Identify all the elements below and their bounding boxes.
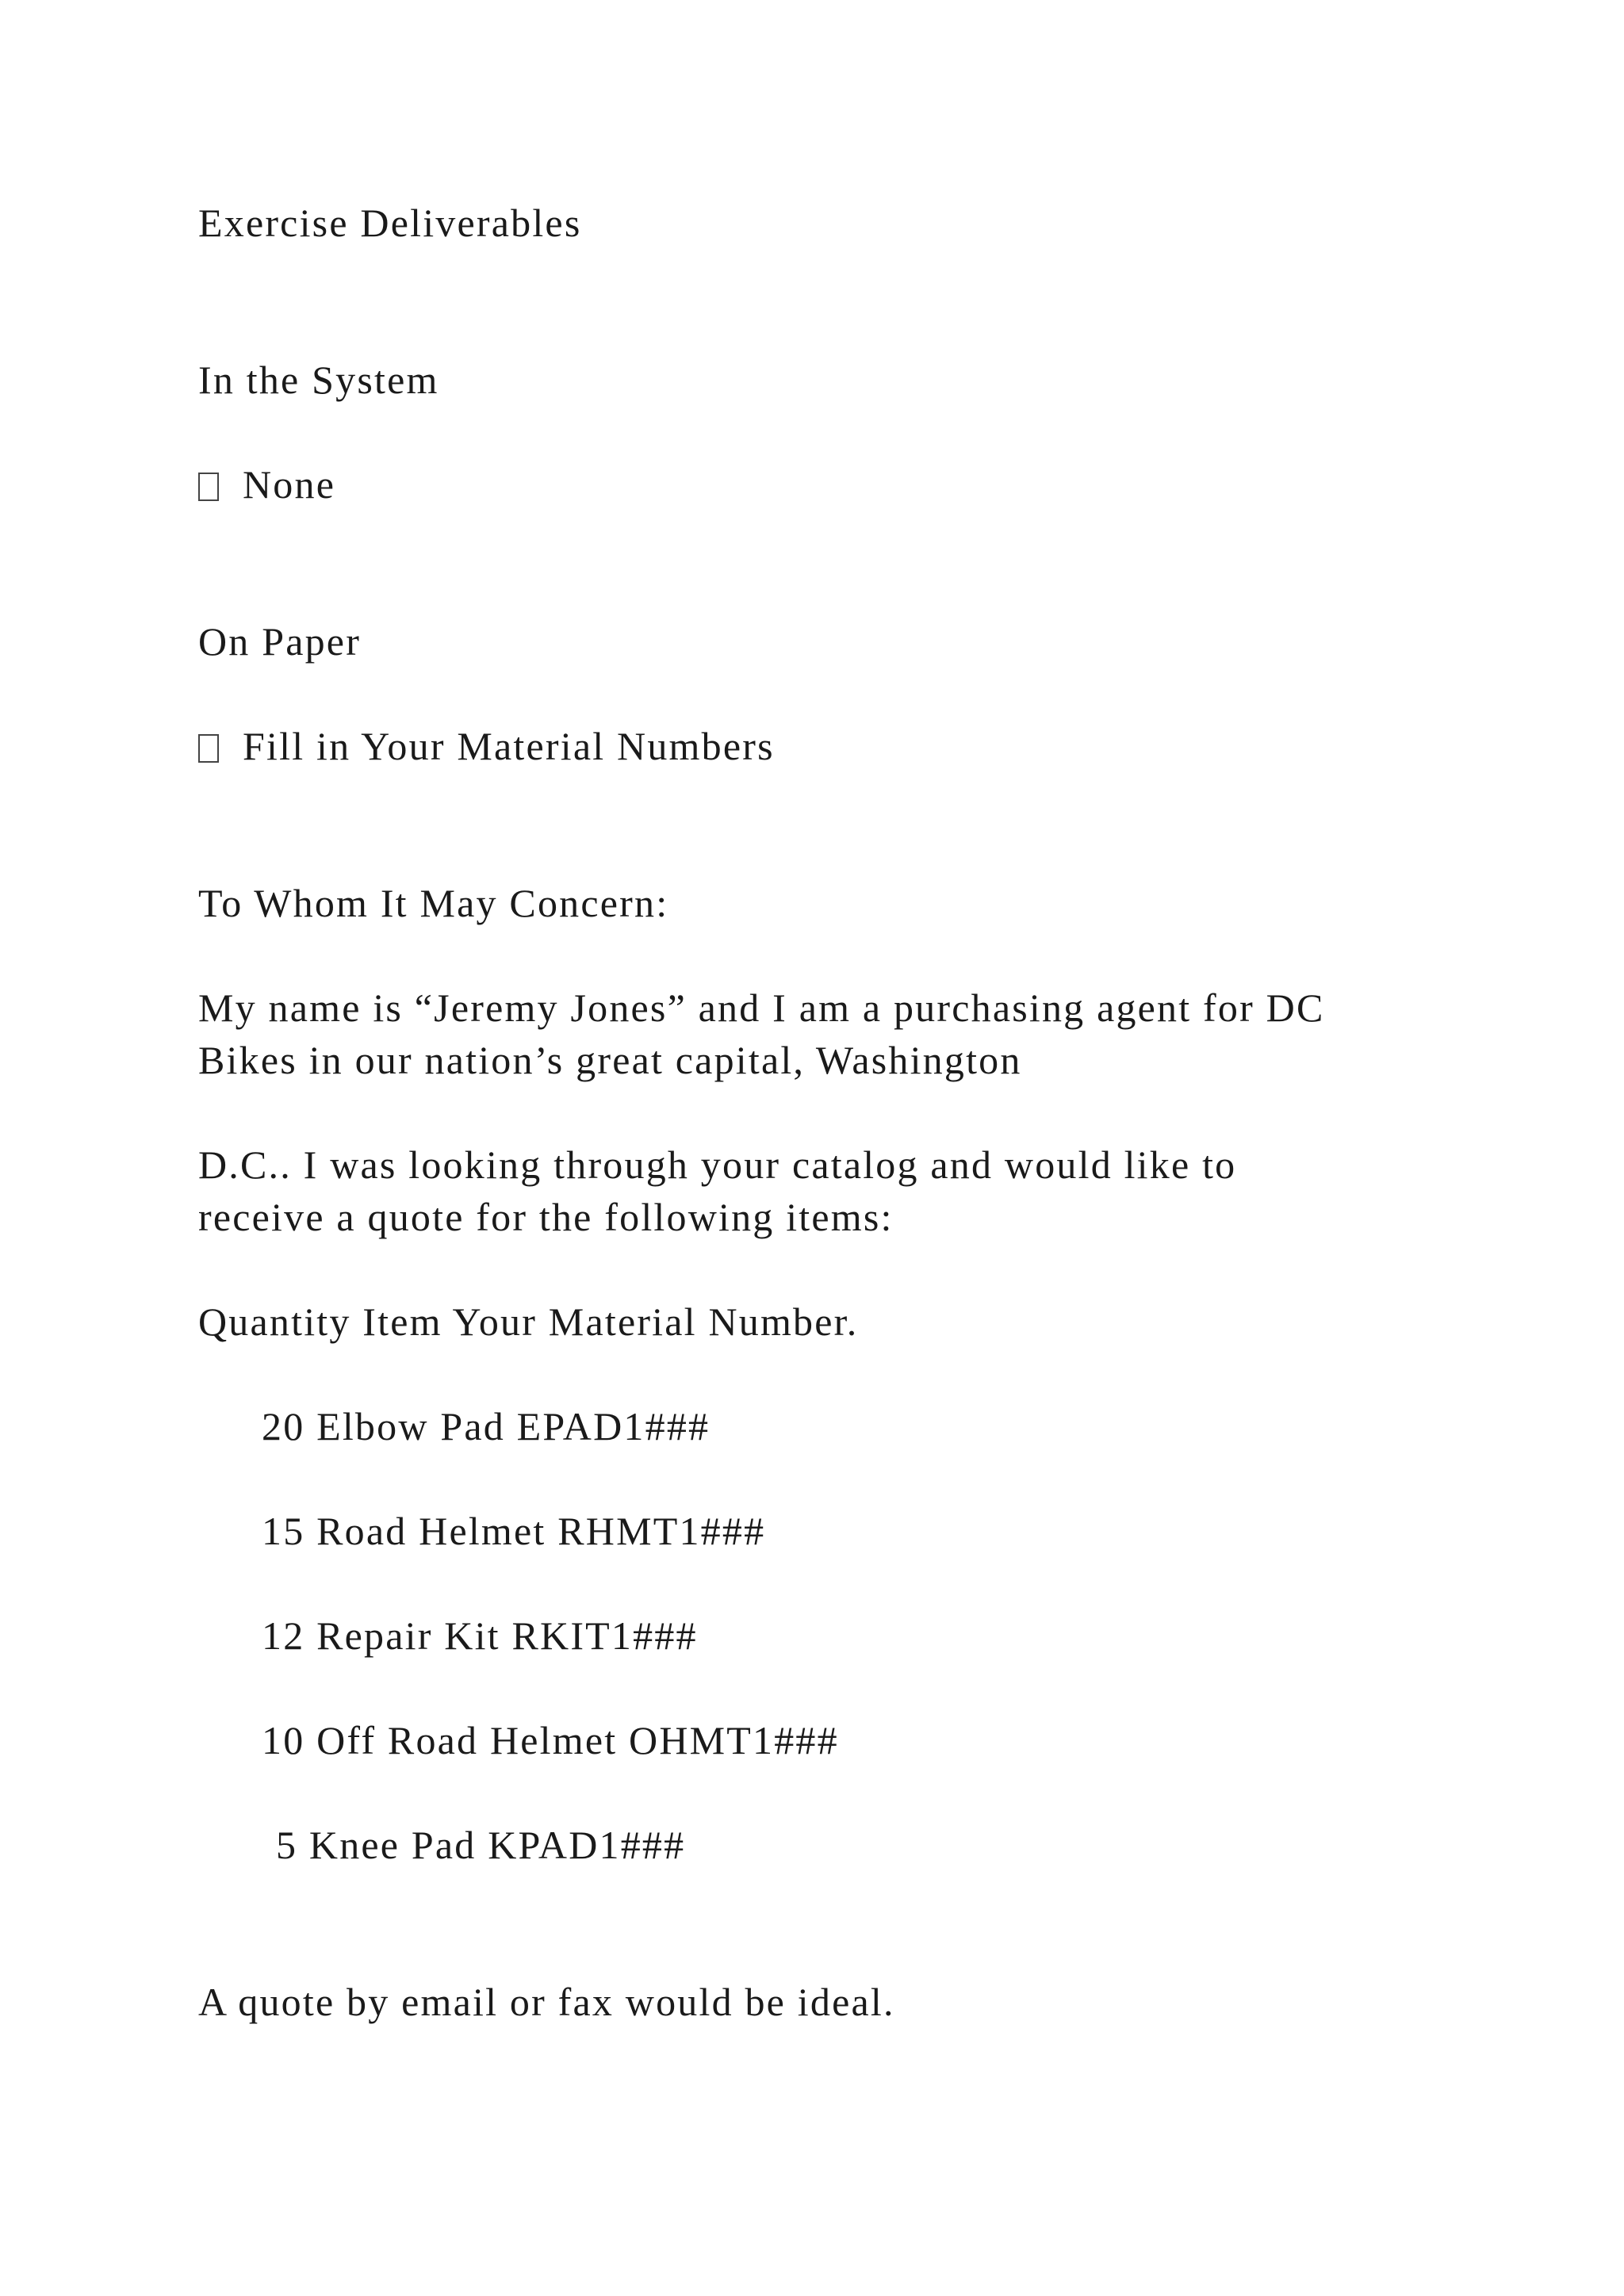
list-item: 5 Knee Pad KPAD1### bbox=[276, 1823, 686, 1867]
list-item: 20 Elbow Pad EPAD1### bbox=[262, 1404, 710, 1448]
paragraph-2-line-2: receive a quote for the following items: bbox=[198, 1195, 894, 1239]
salutation: To Whom It May Concern: bbox=[198, 881, 669, 925]
bullet-box-icon bbox=[198, 473, 219, 501]
list-item: 12 Repair Kit RKIT1### bbox=[262, 1613, 698, 1658]
document-title: Exercise Deliverables bbox=[198, 201, 582, 245]
paper-bullet-item bbox=[198, 720, 775, 772]
paragraph-2-line-1: D.C.. I was looking through your catalog and would like to bbox=[198, 1142, 1237, 1187]
items-table-header: Quantity Item Your Material Number. bbox=[198, 1299, 859, 1344]
paragraph-1-line-1: My name is “Jeremy Jones” and I am a purchasing agent for DC bbox=[198, 985, 1325, 1030]
bullet-box-icon bbox=[198, 734, 219, 763]
closing-line: A quote by email or fax would be ideal. bbox=[198, 1980, 895, 2024]
list-item: 10 Off Road Helmet OHMT1### bbox=[262, 1718, 839, 1762]
list-item: 15 Road Helmet RHMT1### bbox=[262, 1509, 766, 1553]
paragraph-1-line-2: Bikes in our nation’s great capital, Washington bbox=[198, 1038, 1022, 1082]
system-bullet-item bbox=[198, 458, 335, 511]
paper-heading: On Paper bbox=[198, 619, 362, 664]
system-bullet-text: None bbox=[243, 462, 336, 507]
paper-bullet-text: Fill in Your Material Numbers bbox=[243, 724, 775, 768]
system-heading: In the System bbox=[198, 358, 439, 402]
